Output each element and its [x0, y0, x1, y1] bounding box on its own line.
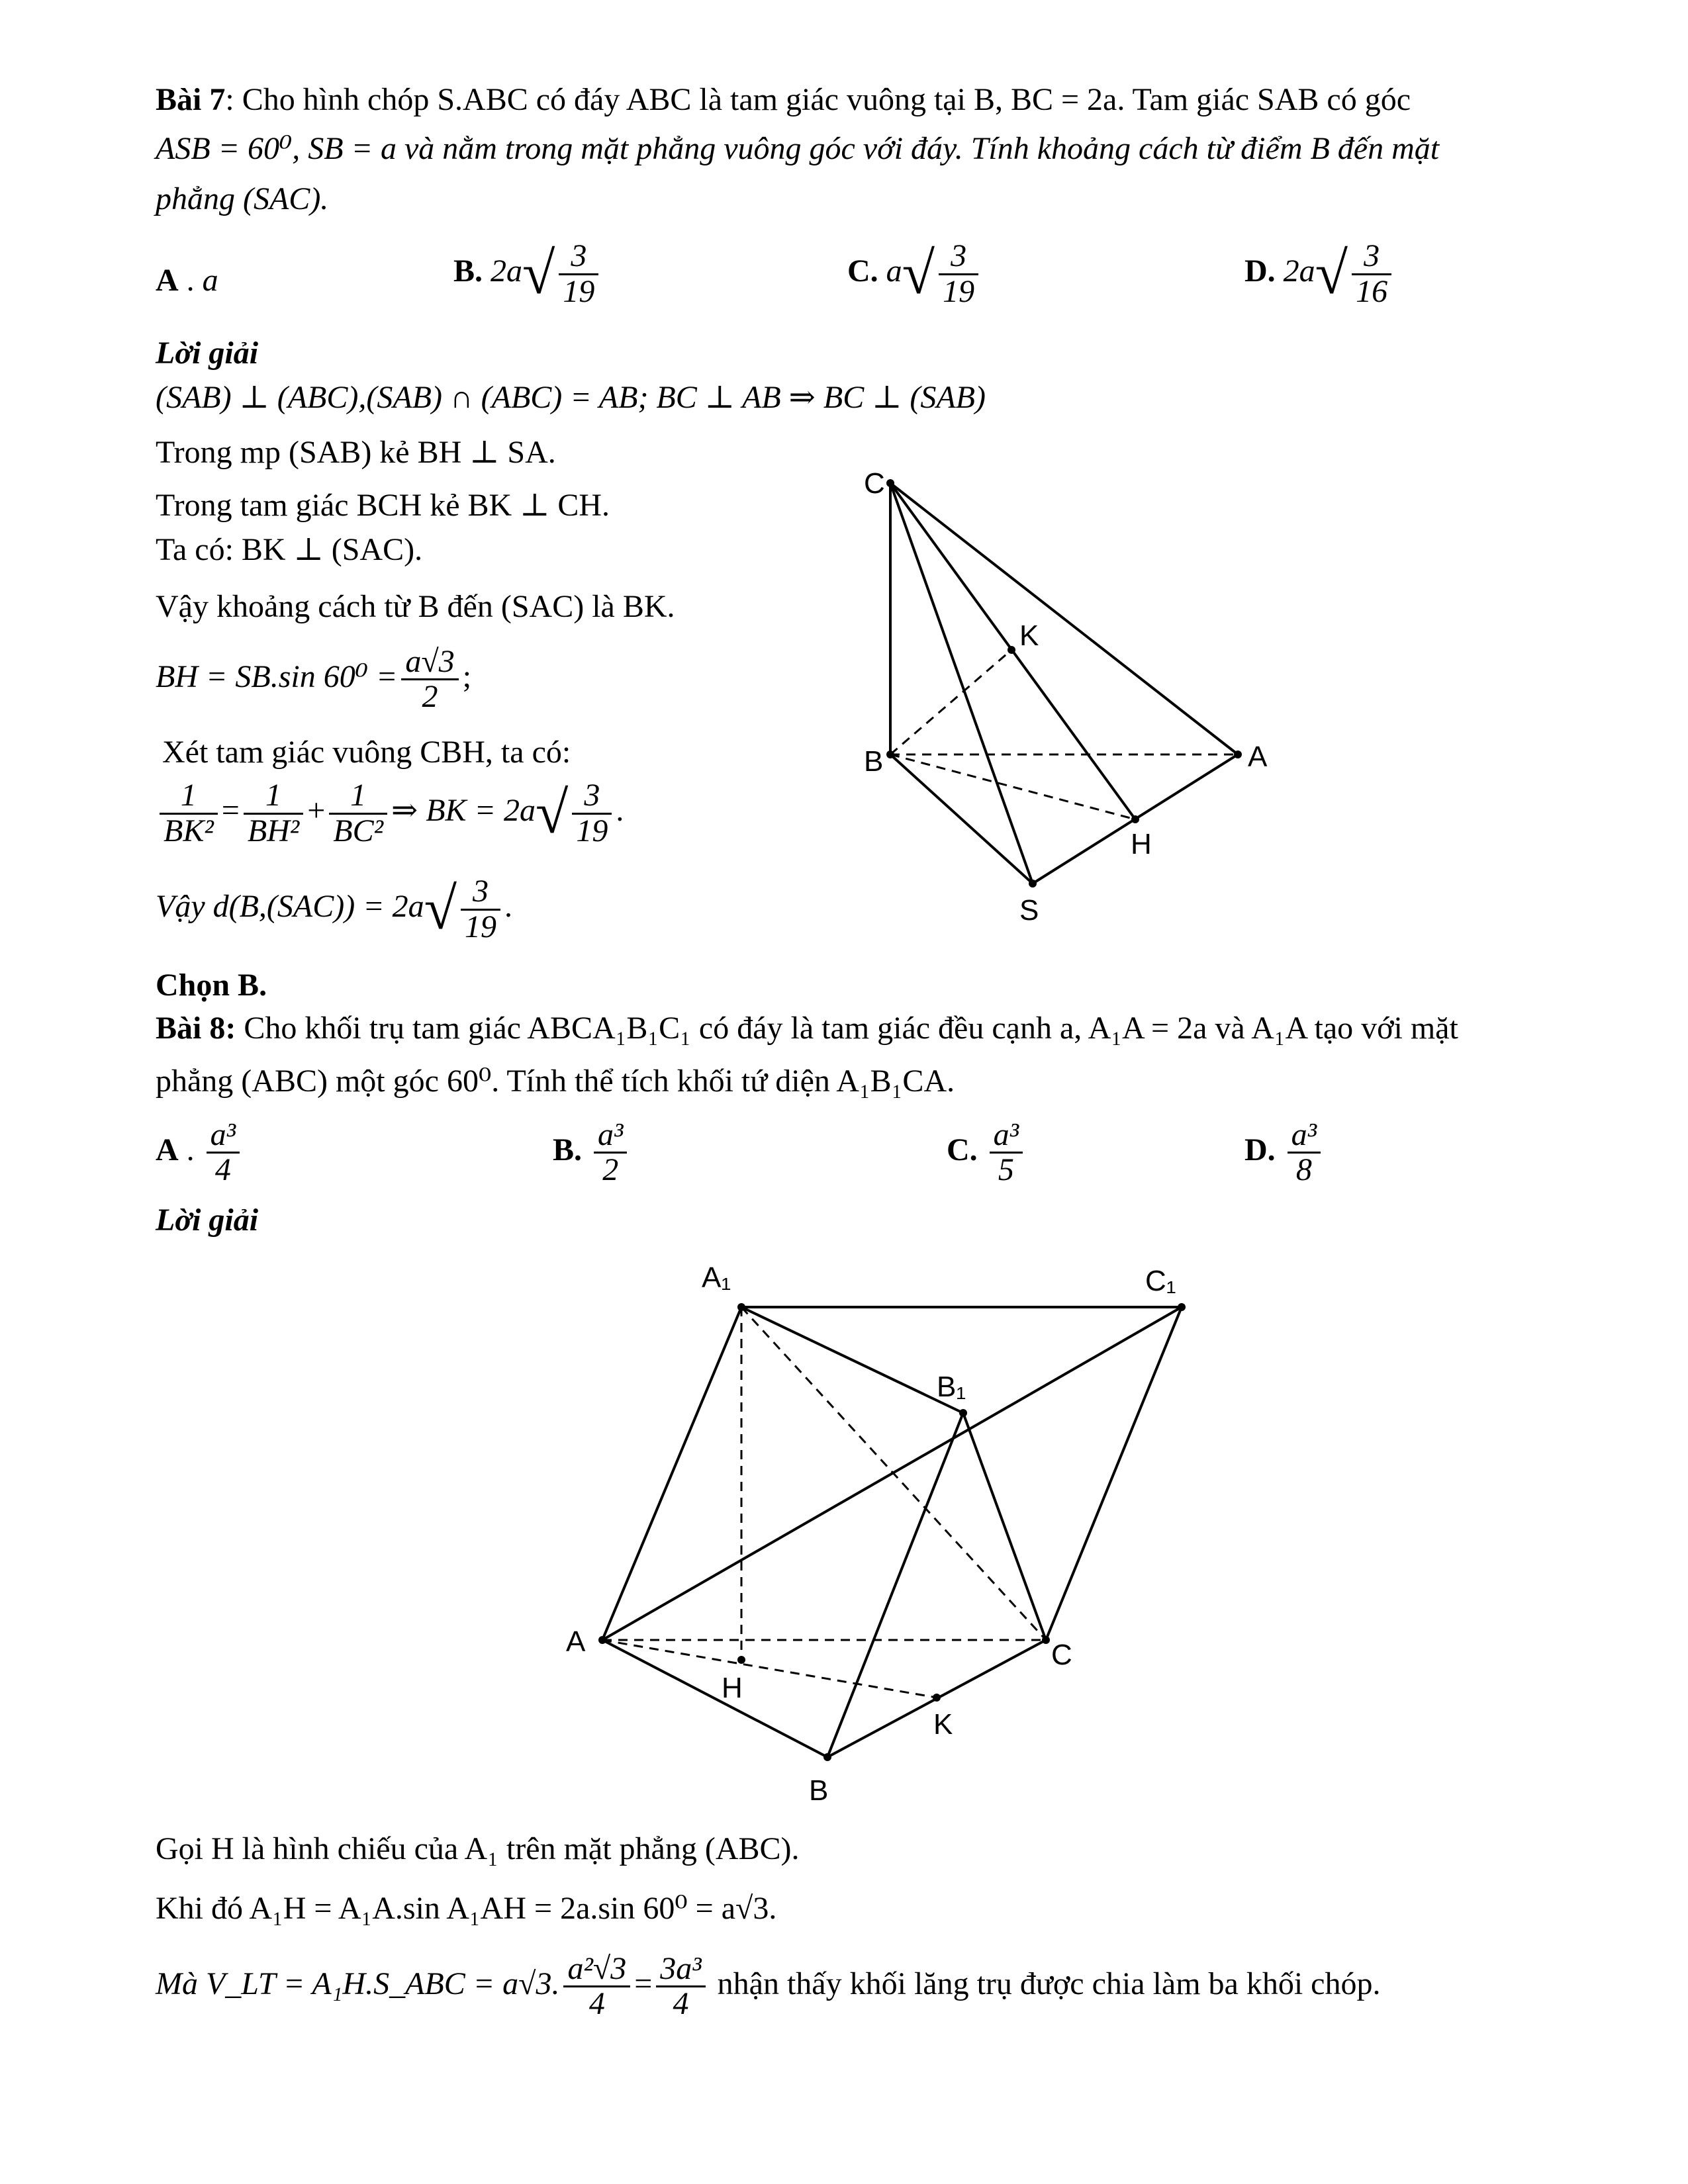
- problem-8-option-b: B. $\frac{\text{a³}}{2}$: [553, 1118, 631, 1187]
- edge-BK: [890, 650, 1011, 754]
- label-H: H: [722, 1672, 743, 1704]
- problem-7-solution-line-7: Xét tam giác vuông CBH, ta có:: [162, 735, 571, 770]
- problem-8-text-1: Cho khối trụ tam giác ABCA₁B₁C₁ có đáy là tam giác đều cạnh a, A₁A = 2a và A₁A tạo với mặt: [236, 1011, 1458, 1046]
- problem-7-option-d: D. 2a√ $\frac{3}{16}$: [1244, 238, 1395, 310]
- label-A1: A₁: [702, 1261, 731, 1294]
- label-C1: C₁: [1145, 1265, 1176, 1297]
- problem-8-statement-line-1: [156, 1009, 1458, 1048]
- problem-7-option-b: B. 2a√ $\frac{3}{19}$: [453, 238, 602, 310]
- problem-8-title: Bài 8:: [156, 1011, 236, 1046]
- label-A: A: [1248, 741, 1268, 773]
- label-K: K: [933, 1708, 953, 1741]
- label-C: C: [1051, 1639, 1072, 1671]
- label-B1: B₁: [937, 1371, 966, 1403]
- problem-8-solution-line-3: Mà V_LT = A₁H.S_ABC = a√3. $\frac{\text{a²√3}}{4}$ = $\frac{\text{3a³}}{4}$ nhận thấy khối lăng trụ được chia làm ba khối chóp.: [156, 1951, 1381, 2022]
- problem-8-solution-heading: Lời giải: [156, 1203, 259, 1238]
- edge-CA: [890, 483, 1238, 754]
- edge-C1C: [1046, 1307, 1182, 1640]
- problem-7-solution-line-3: Trong tam giác BCH kẻ BK ⊥ CH.: [156, 488, 610, 523]
- problem-8-option-d: D. $\frac{\text{a³}}{8}$: [1244, 1118, 1325, 1187]
- label-B: B: [809, 1774, 829, 1807]
- edge-AK: [602, 1640, 937, 1698]
- problem-7-solution-heading: Lời giải: [156, 336, 259, 371]
- problem-7-text-1: : Cho hình chóp S.ABC có đáy ABC là tam giác vuông tại B, BC = 2a. Tam giác SAB có góc: [225, 82, 1411, 117]
- problem-7-solution-line-1: (SAB) ⊥ (ABC),(SAB) ∩ (ABC) = AB; BC ⊥ AB ⇒ BC ⊥ (SAB): [156, 380, 986, 415]
- problem-7-figure: [827, 457, 1317, 946]
- edge-B1B: [827, 1413, 963, 1757]
- problem-7-solution-line-8: $\frac{1}{\text{BK²}}$ = $\frac{1}{\text{BH²}}$ + $\frac{1}{\text{BC²}}$ ⇒ BK = 2a√ $\frac{3}{19}$ .: [156, 778, 624, 849]
- problem-7-title: Bài 7: [156, 82, 226, 117]
- problem-7-statement-line-3: phẳng (SAC).: [156, 181, 329, 216]
- label-H: H: [1131, 828, 1152, 860]
- problem-8-solution-line-2: Khi đó A₁H = A₁A.sin A₁AH = 2a.sin 60⁰ = a√3.: [156, 1891, 777, 1926]
- problem-8-option-c: C. $\frac{\text{a³}}{5}$: [947, 1118, 1027, 1187]
- problem-8-option-a: A . $\frac{\text{a³}}{4}$: [156, 1118, 244, 1187]
- label-K: K: [1019, 619, 1039, 652]
- label-B: B: [864, 745, 884, 778]
- problem-7-option-c: C. a√ $\frac{3}{19}$: [847, 238, 982, 310]
- problem-7-answer: Chọn B.: [156, 968, 267, 1003]
- problem-8-statement-line-2: phẳng (ABC) một góc 60⁰. Tính thể tích khối tứ diện A₁B₁CA.: [156, 1064, 955, 1099]
- problem-7-solution-line-9: Vậy d(B,(SAC)) = 2a√ $\frac{3}{19}$ .: [156, 874, 513, 944]
- edge-B1C: [963, 1413, 1046, 1640]
- problem-7-statement-line-1: [156, 81, 1411, 119]
- problem-8-figure: [549, 1251, 1211, 1813]
- label-A: A: [566, 1625, 586, 1658]
- problem-7-statement-line-2: ASB = 60⁰, SB = a và nằm trong mặt phẳng vuông góc với đáy. Tính khoảng cách từ điểm B đến mặt: [156, 131, 1440, 166]
- problem-7-solution-line-2: Trong mp (SAB) kẻ BH ⊥ SA.: [156, 435, 556, 470]
- edge-CS: [890, 483, 1033, 884]
- label-C: C: [864, 467, 885, 500]
- edge-A1B1: [741, 1307, 963, 1413]
- problem-7-solution-line-6: BH = SB.sin 60⁰ = $\frac{a√3}{2}$ ;: [156, 644, 472, 715]
- problem-7-solution-line-4: Ta có: BK ⊥ (SAC).: [156, 532, 423, 567]
- label-S: S: [1019, 894, 1039, 927]
- problem-7-option-a: A . a: [156, 263, 218, 298]
- edge-A1A: [602, 1307, 741, 1640]
- edge-AB: [602, 1640, 827, 1757]
- problem-8-solution-line-1: Gọi H là hình chiếu của A₁ trên mặt phẳng (ABC).: [156, 1831, 800, 1866]
- problem-7-solution-line-5: Vậy khoảng cách từ B đến (SAC) là BK.: [156, 589, 675, 624]
- edge-BS: [890, 754, 1033, 884]
